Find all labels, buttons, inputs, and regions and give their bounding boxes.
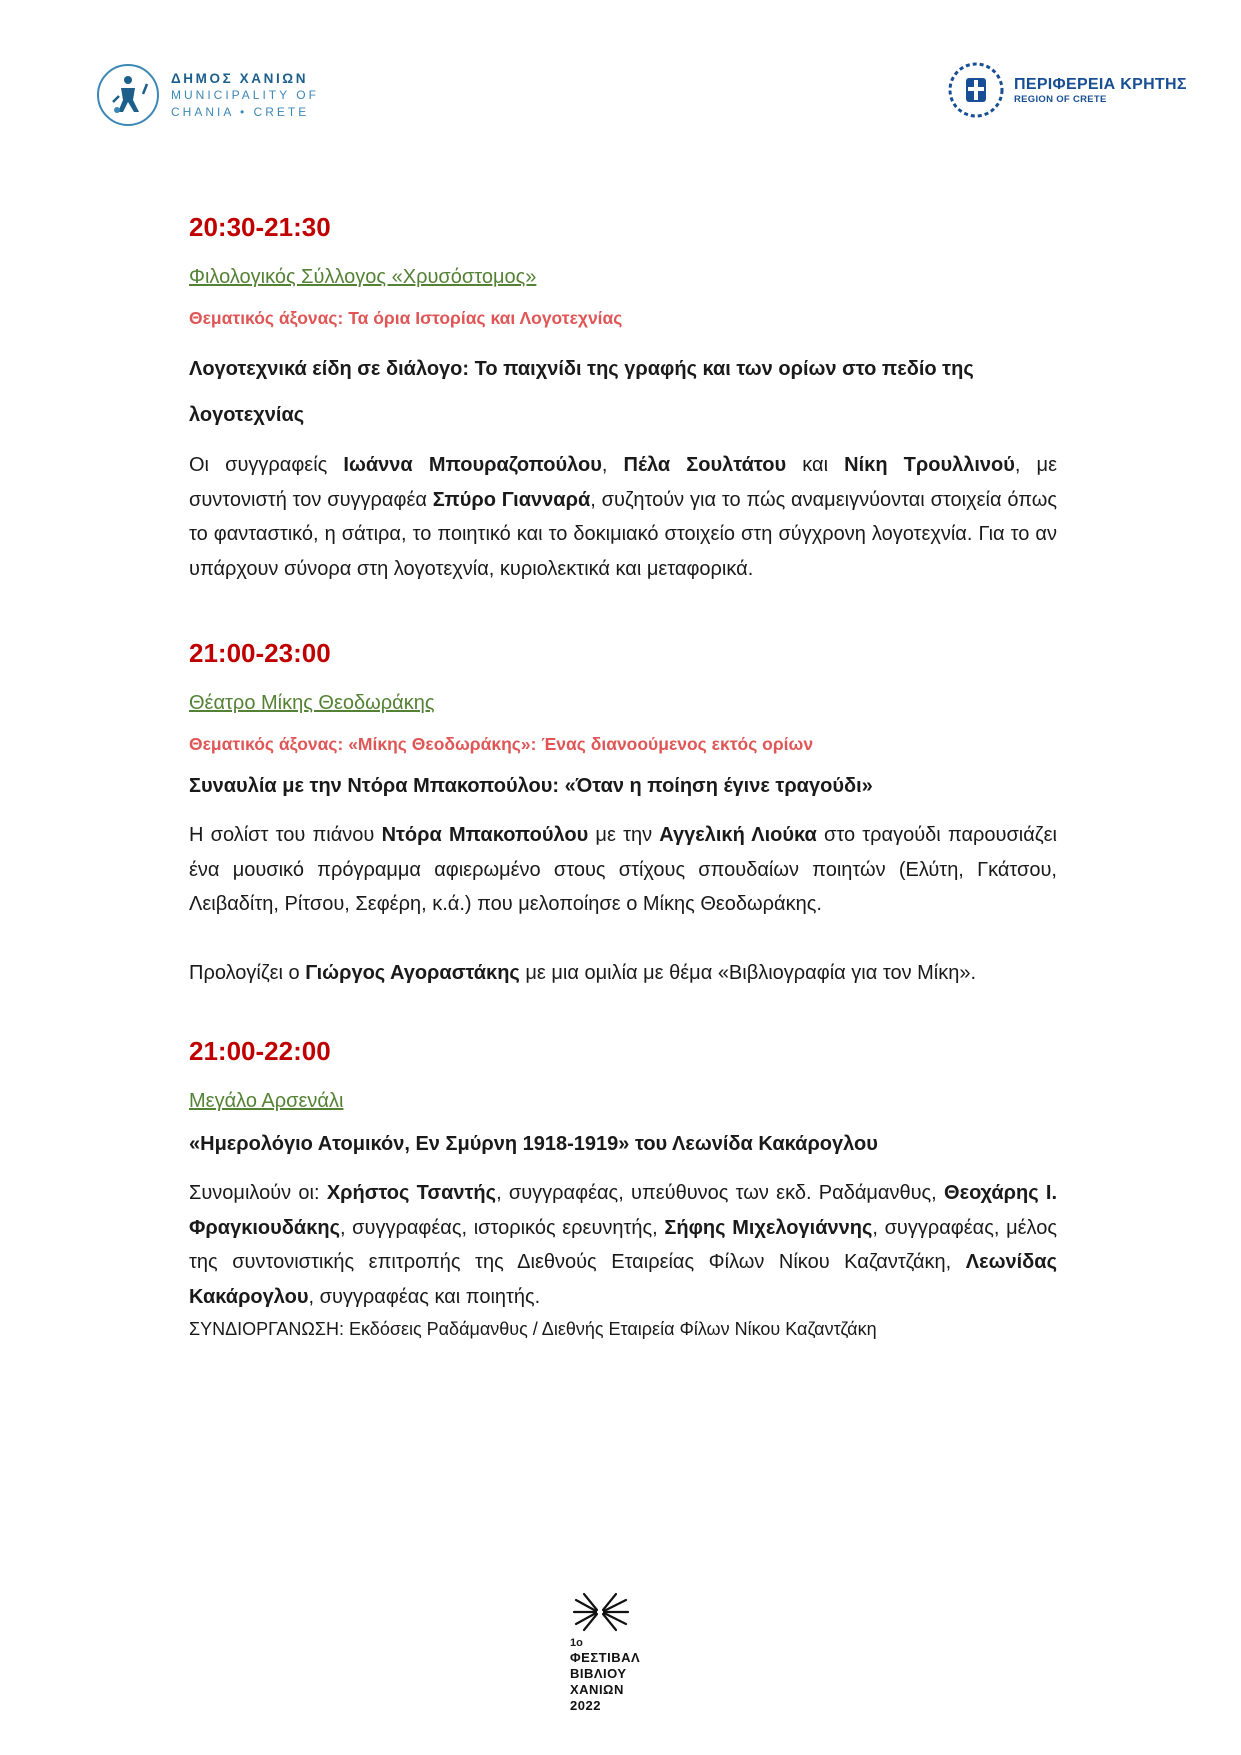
festival-logo <box>570 1592 680 1714</box>
region-logo <box>948 62 1187 118</box>
speaker-name: Ιωάννα Μπουραζοπούλου <box>343 454 602 476</box>
municipality-subtitle: MUNICIPALITY OF <box>171 87 319 102</box>
festival-edition: 1ο <box>570 1637 583 1649</box>
event-section <box>189 210 1057 586</box>
moderator-name: Σπύρο Γιανναρά <box>432 488 591 511</box>
event-venue: Θέατρο Μίκης Θεοδωράκης <box>189 692 435 714</box>
festival-line-2: ΒΙΒΛΙΟΥ <box>570 1666 627 1681</box>
region-emblem-icon <box>948 62 1004 118</box>
co-organization-note: ΣΥΝΔΙΟΡΓΑΝΩΣΗ: Εκδόσεις Ραδάμανθυς / Διεθνής Εταιρεία Φίλων Νίκου Καζαντζάκη <box>189 1319 877 1339</box>
municipality-logo <box>95 62 319 128</box>
event-title: Λογοτεχνικά είδη σε διάλογο: Το παιχνίδι της γραφής και των ορίων στο πεδίο της λογοτεχνίας <box>189 358 974 426</box>
event-description: Οι συγγραφείς Ιωάννα Μπουραζοπούλου, Πέλα Σουλτάτου και Νίκη Τρουλλινού, με συντονιστή τον συγγραφέα Σπύρο Γιανναρά, συζητούν για το πώς αναμειγνύονται στοιχεία όπως το φανταστικό, η σάτιρα, το ποιητικό και το δοκιμιακό στοιχείο στη σύγχρονη λογοτεχνία. Για το αν υπάρχουν σύνορα στη λογοτεχνία, κυριολεκτικά και μεταφορικά. <box>189 454 1057 580</box>
speaker-name: Νίκη Τρουλλινού <box>844 454 1015 476</box>
speaker-name: Σήφης Μιχελογιάννης <box>664 1216 873 1239</box>
event-venue: Μεγάλο Αρσενάλι <box>189 1090 344 1112</box>
event-section <box>189 1034 1057 1344</box>
event-title: «Ημερολόγιο Ατομικόν, Εν Σμύρνη 1918-1919» του Λεωνίδα Κακάρογλου <box>189 1133 878 1155</box>
event-description: Η σολίστ του πιάνου Ντόρα Μπακοπούλου με την Αγγελική Λιούκα στο τραγούδι παρουσιάζει ένα μουσικό πρόγραμμα αφιερωμένο στους στίχους σπουδαίων ποιητών (Ελύτη, Γκάτσου, Λειβαδίτη, Ρίτσου, Σεφέρη, κ.ά.) που μελοποίησε ο Μίκης Θεοδωράκης. <box>189 824 1057 915</box>
event-title: Συναυλία με την Ντόρα Μπακοπούλου: «Όταν η ποίηση έγινε τραγούδι» <box>189 775 873 797</box>
event-theme-axis: Θεματικός άξονας: «Μίκης Θεοδωράκης»: Ένας διανοούμενος εκτός ορίων <box>189 734 814 754</box>
festival-year: 2022 <box>570 1698 601 1713</box>
event-description: Συνομιλούν οι: Χρήστος Τσαντής, συγγραφέας, υπεύθυνος των εκδ. Ραδάμανθυς, Θεοχάρης Ι. Φραγκιουδάκης, συγγραφέας, ιστορικός ερευνητής, Σήφης Μιχελογιάννης, συγγραφέας, μέλος της συντονιστικής επιτροπής της Διεθνούς Εταιρείας Φίλων Νίκου Καζαντζάκη, Λεωνίδας Κακάρογλου, συγγραφέας και ποιητής. <box>189 1182 1058 1308</box>
event-time: 21:00-22:00 <box>189 1036 331 1066</box>
event-time: 21:00-23:00 <box>189 638 331 668</box>
region-subtitle: REGION OF CRETE <box>1014 93 1107 105</box>
speaker-name: Πέλα Σουλτάτου <box>623 454 787 476</box>
festival-line-3: ΧΑΝΙΩΝ <box>570 1682 624 1697</box>
festival-burst-icon <box>570 1592 632 1634</box>
event-time: 20:30-21:30 <box>189 212 331 242</box>
municipality-name: ΔΗΜΟΣ ΧΑΝΙΩΝ <box>171 70 309 86</box>
performer-name: Αγγελική Λιούκα <box>659 824 817 846</box>
festival-line-1: ΦΕΣΤΙΒΑΛ <box>570 1650 641 1665</box>
performer-name: Ντόρα Μπακοπούλου <box>381 824 589 846</box>
event-theme-axis: Θεματικός άξονας: Τα όρια Ιστορίας και Λογοτεχνίας <box>189 308 623 328</box>
event-venue: Φιλολογικός Σύλλογος «Χρυσόστομος» <box>189 266 537 288</box>
event-section <box>189 636 1057 990</box>
program-content <box>189 210 1057 1344</box>
speaker-name: Θεοχάρης Ι. Φραγκιουδάκης <box>189 1182 1058 1239</box>
event-introduction: Προλογίζει ο Γιώργος Αγοραστάκης με μια ομιλία με θέμα «Βιβλιογραφία για τον Μίκη». <box>189 961 977 984</box>
speaker-name: Λεωνίδας Κακάρογλου <box>189 1251 1057 1308</box>
municipality-location: CHANIA • CRETE <box>171 104 310 119</box>
region-name: ΠΕΡΙΦΕΡΕΙΑ ΚΡΗΤΗΣ <box>1014 75 1187 93</box>
speaker-name: Γιώργος Αγοραστάκης <box>305 961 520 984</box>
municipality-emblem-icon <box>95 62 161 128</box>
speaker-name: Χρήστος Τσαντής <box>326 1182 497 1204</box>
